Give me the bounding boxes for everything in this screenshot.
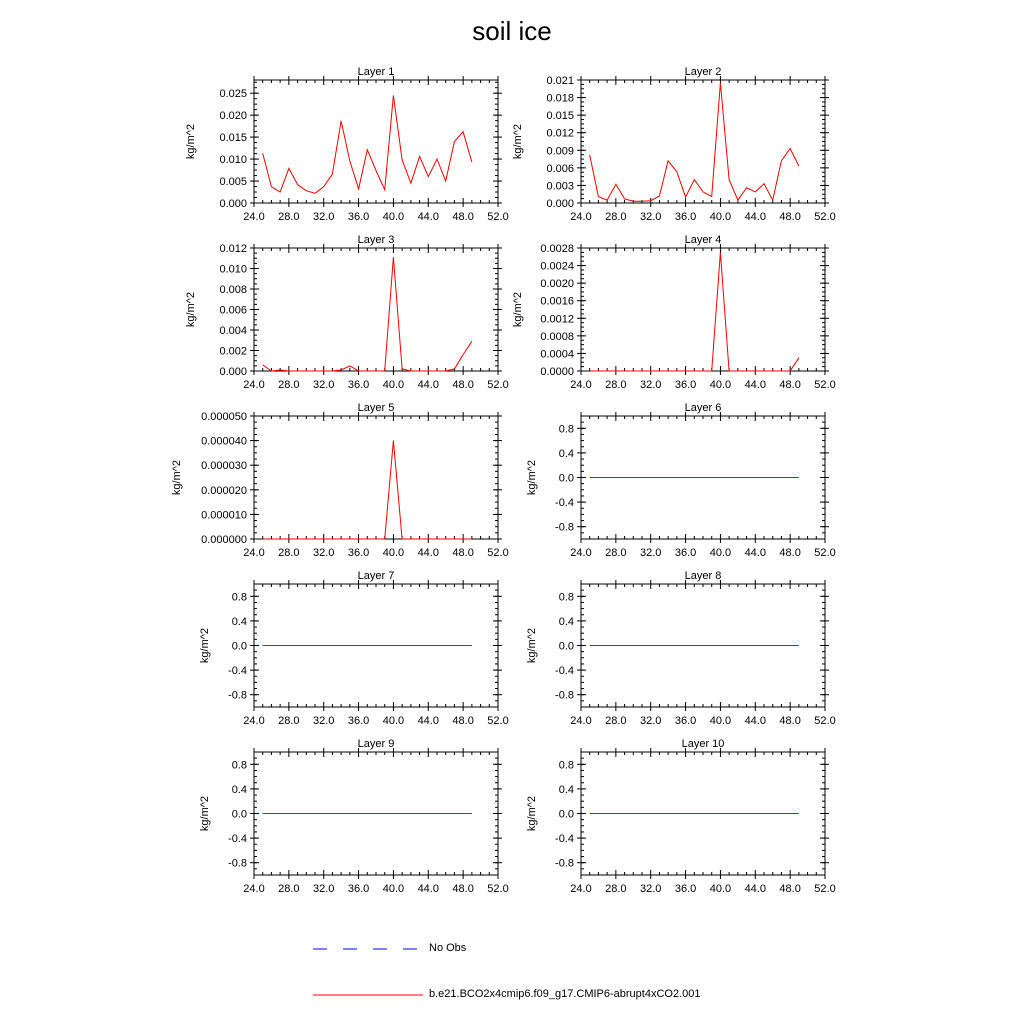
x-tick-label: 44.0 — [744, 715, 766, 727]
y-tick-label: -0.8 — [555, 857, 574, 870]
panel-title: Layer 1 — [357, 66, 395, 78]
x-tick-label: 24.0 — [570, 211, 592, 223]
x-tick-label: 48.0 — [452, 211, 474, 223]
panel-layer-10 — [526, 738, 836, 895]
plot-frame — [254, 80, 498, 203]
y-tick-label: -0.4 — [555, 665, 574, 678]
panel-layer-4 — [512, 234, 836, 391]
x-tick-label: 32.0 — [313, 715, 335, 727]
x-tick-label: 44.0 — [744, 883, 766, 895]
x-tick-label: 32.0 — [640, 379, 662, 391]
x-tick-label: 52.0 — [487, 883, 509, 895]
x-tick-label: 28.0 — [278, 883, 300, 895]
x-tick-label: 28.0 — [605, 715, 627, 727]
x-tick-label: 24.0 — [570, 883, 592, 895]
x-tick-label: 48.0 — [779, 211, 801, 223]
y-tick-label: 0.012 — [219, 243, 247, 255]
x-tick-label: 32.0 — [640, 211, 662, 223]
y-tick-label: 0.0 — [231, 640, 247, 653]
x-tick-label: 52.0 — [487, 211, 509, 223]
x-tick-label: 44.0 — [744, 379, 766, 391]
x-tick-label: 52.0 — [814, 211, 836, 223]
y-tick-label: -0.8 — [555, 689, 574, 702]
y-tick-label: 0.018 — [546, 92, 574, 105]
y-tick-label: 0.000010 — [201, 509, 247, 522]
x-tick-label: 28.0 — [278, 211, 300, 223]
y-tick-label: 0.0008 — [540, 330, 574, 343]
y-tick-label: 0.8 — [558, 759, 574, 772]
y-tick-label: 0.009 — [546, 145, 574, 158]
series-line — [263, 441, 472, 539]
y-tick-label: 0.0 — [558, 640, 574, 653]
y-axis-label: kg/m^2 — [199, 795, 211, 832]
y-tick-label: 0.000050 — [201, 411, 247, 423]
panel-layer-2 — [512, 66, 836, 223]
y-tick-label: 0.015 — [546, 110, 574, 123]
panel-layer-6 — [526, 402, 836, 559]
x-tick-label: 36.0 — [347, 883, 370, 895]
panel-title: Layer 4 — [684, 234, 722, 246]
x-tick-label: 52.0 — [814, 547, 836, 559]
x-tick-label: 40.0 — [382, 715, 405, 727]
series-line — [590, 252, 799, 371]
panel-layer-1 — [185, 66, 509, 223]
x-tick-label: 36.0 — [347, 715, 370, 727]
y-tick-label: 0.0 — [558, 808, 574, 821]
x-tick-label: 52.0 — [814, 379, 836, 391]
y-tick-label: 0.000 — [219, 366, 247, 378]
x-tick-label: 32.0 — [313, 883, 335, 895]
x-tick-label: 44.0 — [417, 211, 439, 223]
y-tick-label: 0.021 — [546, 75, 574, 87]
x-tick-label: 36.0 — [674, 883, 697, 895]
y-tick-label: -0.4 — [555, 833, 574, 846]
x-tick-label: 28.0 — [605, 547, 627, 559]
panel-title: Layer 6 — [684, 402, 722, 414]
y-axis-label: kg/m^2 — [526, 627, 538, 664]
x-tick-label: 32.0 — [640, 883, 662, 895]
y-axis-label: kg/m^2 — [199, 627, 211, 664]
y-tick-label: 0.010 — [219, 263, 247, 276]
panel-title: Layer 8 — [684, 570, 722, 582]
x-tick-label: 44.0 — [417, 379, 439, 391]
x-tick-label: 24.0 — [570, 715, 592, 727]
x-tick-label: 44.0 — [417, 715, 439, 727]
y-tick-label: 0.006 — [219, 304, 247, 317]
legend-label-no-obs: No Obs — [429, 942, 467, 954]
y-tick-label: 0.0 — [558, 472, 574, 485]
x-tick-label: 48.0 — [452, 379, 474, 391]
x-tick-label: 24.0 — [570, 379, 592, 391]
x-tick-label: 40.0 — [709, 547, 732, 559]
y-tick-label: 0.0028 — [540, 243, 574, 255]
x-tick-label: 40.0 — [382, 547, 405, 559]
x-tick-label: 28.0 — [605, 211, 627, 223]
y-axis-label: kg/m^2 — [512, 123, 524, 160]
x-tick-label: 48.0 — [452, 883, 474, 895]
y-tick-label: 0.000000 — [201, 534, 247, 546]
y-tick-label: 0.4 — [558, 783, 574, 796]
x-tick-label: 28.0 — [605, 379, 627, 391]
series-line — [263, 257, 472, 371]
y-tick-label: 0.000040 — [201, 435, 247, 448]
y-tick-label: 0.020 — [219, 110, 247, 123]
x-tick-label: 52.0 — [487, 715, 509, 727]
y-tick-label: 0.0 — [231, 808, 247, 821]
y-tick-label: 0.000 — [546, 198, 574, 210]
x-tick-label: 40.0 — [709, 883, 732, 895]
x-tick-label: 52.0 — [814, 883, 836, 895]
panel-layer-8 — [526, 570, 836, 727]
y-tick-label: 0.003 — [546, 180, 574, 193]
x-tick-label: 36.0 — [674, 211, 697, 223]
y-tick-label: -0.8 — [555, 521, 574, 534]
y-tick-label: 0.0016 — [540, 295, 574, 308]
x-tick-label: 48.0 — [779, 379, 801, 391]
y-tick-label: 0.8 — [231, 759, 247, 772]
x-tick-label: 24.0 — [570, 547, 592, 559]
y-tick-label: 0.004 — [219, 325, 247, 337]
panel-layer-7 — [199, 570, 509, 727]
x-tick-label: 40.0 — [382, 211, 405, 223]
x-tick-label: 32.0 — [640, 547, 662, 559]
y-axis-label: kg/m^2 — [526, 795, 538, 832]
y-tick-label: 0.002 — [219, 345, 247, 358]
x-tick-label: 40.0 — [709, 211, 732, 223]
x-tick-label: 32.0 — [640, 715, 662, 727]
panel-layer-5 — [171, 402, 509, 559]
x-tick-label: 48.0 — [452, 547, 474, 559]
x-tick-label: 36.0 — [347, 547, 370, 559]
x-tick-label: 44.0 — [744, 211, 766, 223]
y-tick-label: 0.000020 — [201, 484, 247, 497]
y-tick-label: 0.4 — [231, 615, 247, 628]
y-tick-label: 0.000030 — [201, 460, 247, 473]
x-tick-label: 40.0 — [709, 715, 732, 727]
x-tick-label: 40.0 — [709, 379, 732, 391]
panel-title: Layer 2 — [684, 66, 722, 78]
y-axis-label: kg/m^2 — [185, 123, 197, 160]
x-tick-label: 32.0 — [313, 547, 335, 559]
y-tick-label: -0.8 — [228, 689, 247, 702]
x-tick-label: 40.0 — [382, 379, 405, 391]
y-tick-label: 0.025 — [219, 88, 247, 101]
panel-title: Layer 5 — [357, 402, 395, 414]
y-tick-label: -0.4 — [555, 497, 574, 510]
x-tick-label: 52.0 — [487, 547, 509, 559]
panel-title: Layer 3 — [357, 234, 395, 246]
x-tick-label: 24.0 — [243, 883, 265, 895]
x-tick-label: 36.0 — [674, 379, 697, 391]
y-axis-label: kg/m^2 — [185, 291, 197, 328]
legend-label-model-run: b.e21.BCO2x4cmip6.f09_g17.CMIP6-abrupt4xCO2.001 — [429, 988, 701, 1000]
x-tick-label: 48.0 — [779, 883, 801, 895]
x-tick-label: 48.0 — [452, 715, 474, 727]
plot-frame — [254, 416, 498, 539]
panel-title: Layer 10 — [681, 738, 725, 750]
x-tick-label: 36.0 — [674, 715, 697, 727]
y-tick-label: 0.0020 — [540, 278, 574, 291]
x-tick-label: 28.0 — [605, 883, 627, 895]
x-tick-label: 52.0 — [487, 379, 509, 391]
y-tick-label: 0.0000 — [540, 366, 574, 378]
y-tick-label: 0.8 — [231, 591, 247, 604]
x-tick-label: 44.0 — [744, 547, 766, 559]
y-tick-label: 0.0024 — [540, 260, 574, 273]
y-tick-label: 0.0004 — [540, 348, 574, 361]
x-tick-label: 40.0 — [382, 883, 405, 895]
series-line — [263, 95, 472, 193]
plot-frame — [581, 248, 825, 371]
x-tick-label: 28.0 — [278, 379, 300, 391]
x-tick-label: 44.0 — [417, 883, 439, 895]
panel-layer-9 — [199, 738, 509, 895]
y-tick-label: -0.4 — [228, 665, 247, 678]
x-tick-label: 36.0 — [347, 211, 370, 223]
y-tick-label: 0.015 — [219, 132, 247, 145]
y-axis-label: kg/m^2 — [171, 459, 183, 496]
x-tick-label: 28.0 — [278, 547, 300, 559]
plot-frame — [254, 248, 498, 371]
x-tick-label: 24.0 — [243, 547, 265, 559]
panel-layer-3 — [185, 234, 509, 391]
x-tick-label: 24.0 — [243, 379, 265, 391]
x-tick-label: 32.0 — [313, 379, 335, 391]
x-tick-label: 36.0 — [674, 547, 697, 559]
legend — [313, 949, 423, 995]
panel-title: Layer 7 — [357, 570, 395, 582]
y-axis-label: kg/m^2 — [512, 291, 524, 328]
y-tick-label: 0.005 — [219, 176, 247, 189]
y-tick-label: 0.008 — [219, 284, 247, 296]
y-tick-label: 0.012 — [546, 127, 574, 140]
x-tick-label: 24.0 — [243, 211, 265, 223]
series-line — [590, 83, 799, 201]
x-tick-label: 36.0 — [347, 379, 370, 391]
y-tick-label: 0.8 — [558, 591, 574, 604]
y-tick-label: 0.4 — [231, 783, 247, 796]
x-tick-label: 48.0 — [779, 547, 801, 559]
y-tick-label: 0.8 — [558, 423, 574, 436]
x-tick-label: 32.0 — [313, 211, 335, 223]
x-tick-label: 24.0 — [243, 715, 265, 727]
panel-title: Layer 9 — [357, 738, 395, 750]
y-tick-label: -0.8 — [228, 857, 247, 870]
y-tick-label: 0.000 — [219, 198, 247, 210]
x-tick-label: 52.0 — [814, 715, 836, 727]
y-tick-label: 0.0012 — [540, 313, 574, 326]
y-tick-label: 0.006 — [546, 162, 574, 175]
x-tick-label: 44.0 — [417, 547, 439, 559]
x-tick-label: 28.0 — [278, 715, 300, 727]
figure-title: soil ice — [472, 16, 552, 46]
x-tick-label: 48.0 — [779, 715, 801, 727]
y-tick-label: 0.010 — [219, 154, 247, 167]
plot-frame — [581, 80, 825, 203]
y-tick-label: -0.4 — [228, 833, 247, 846]
y-tick-label: 0.4 — [558, 615, 574, 628]
y-axis-label: kg/m^2 — [526, 459, 538, 496]
y-tick-label: 0.4 — [558, 447, 574, 460]
